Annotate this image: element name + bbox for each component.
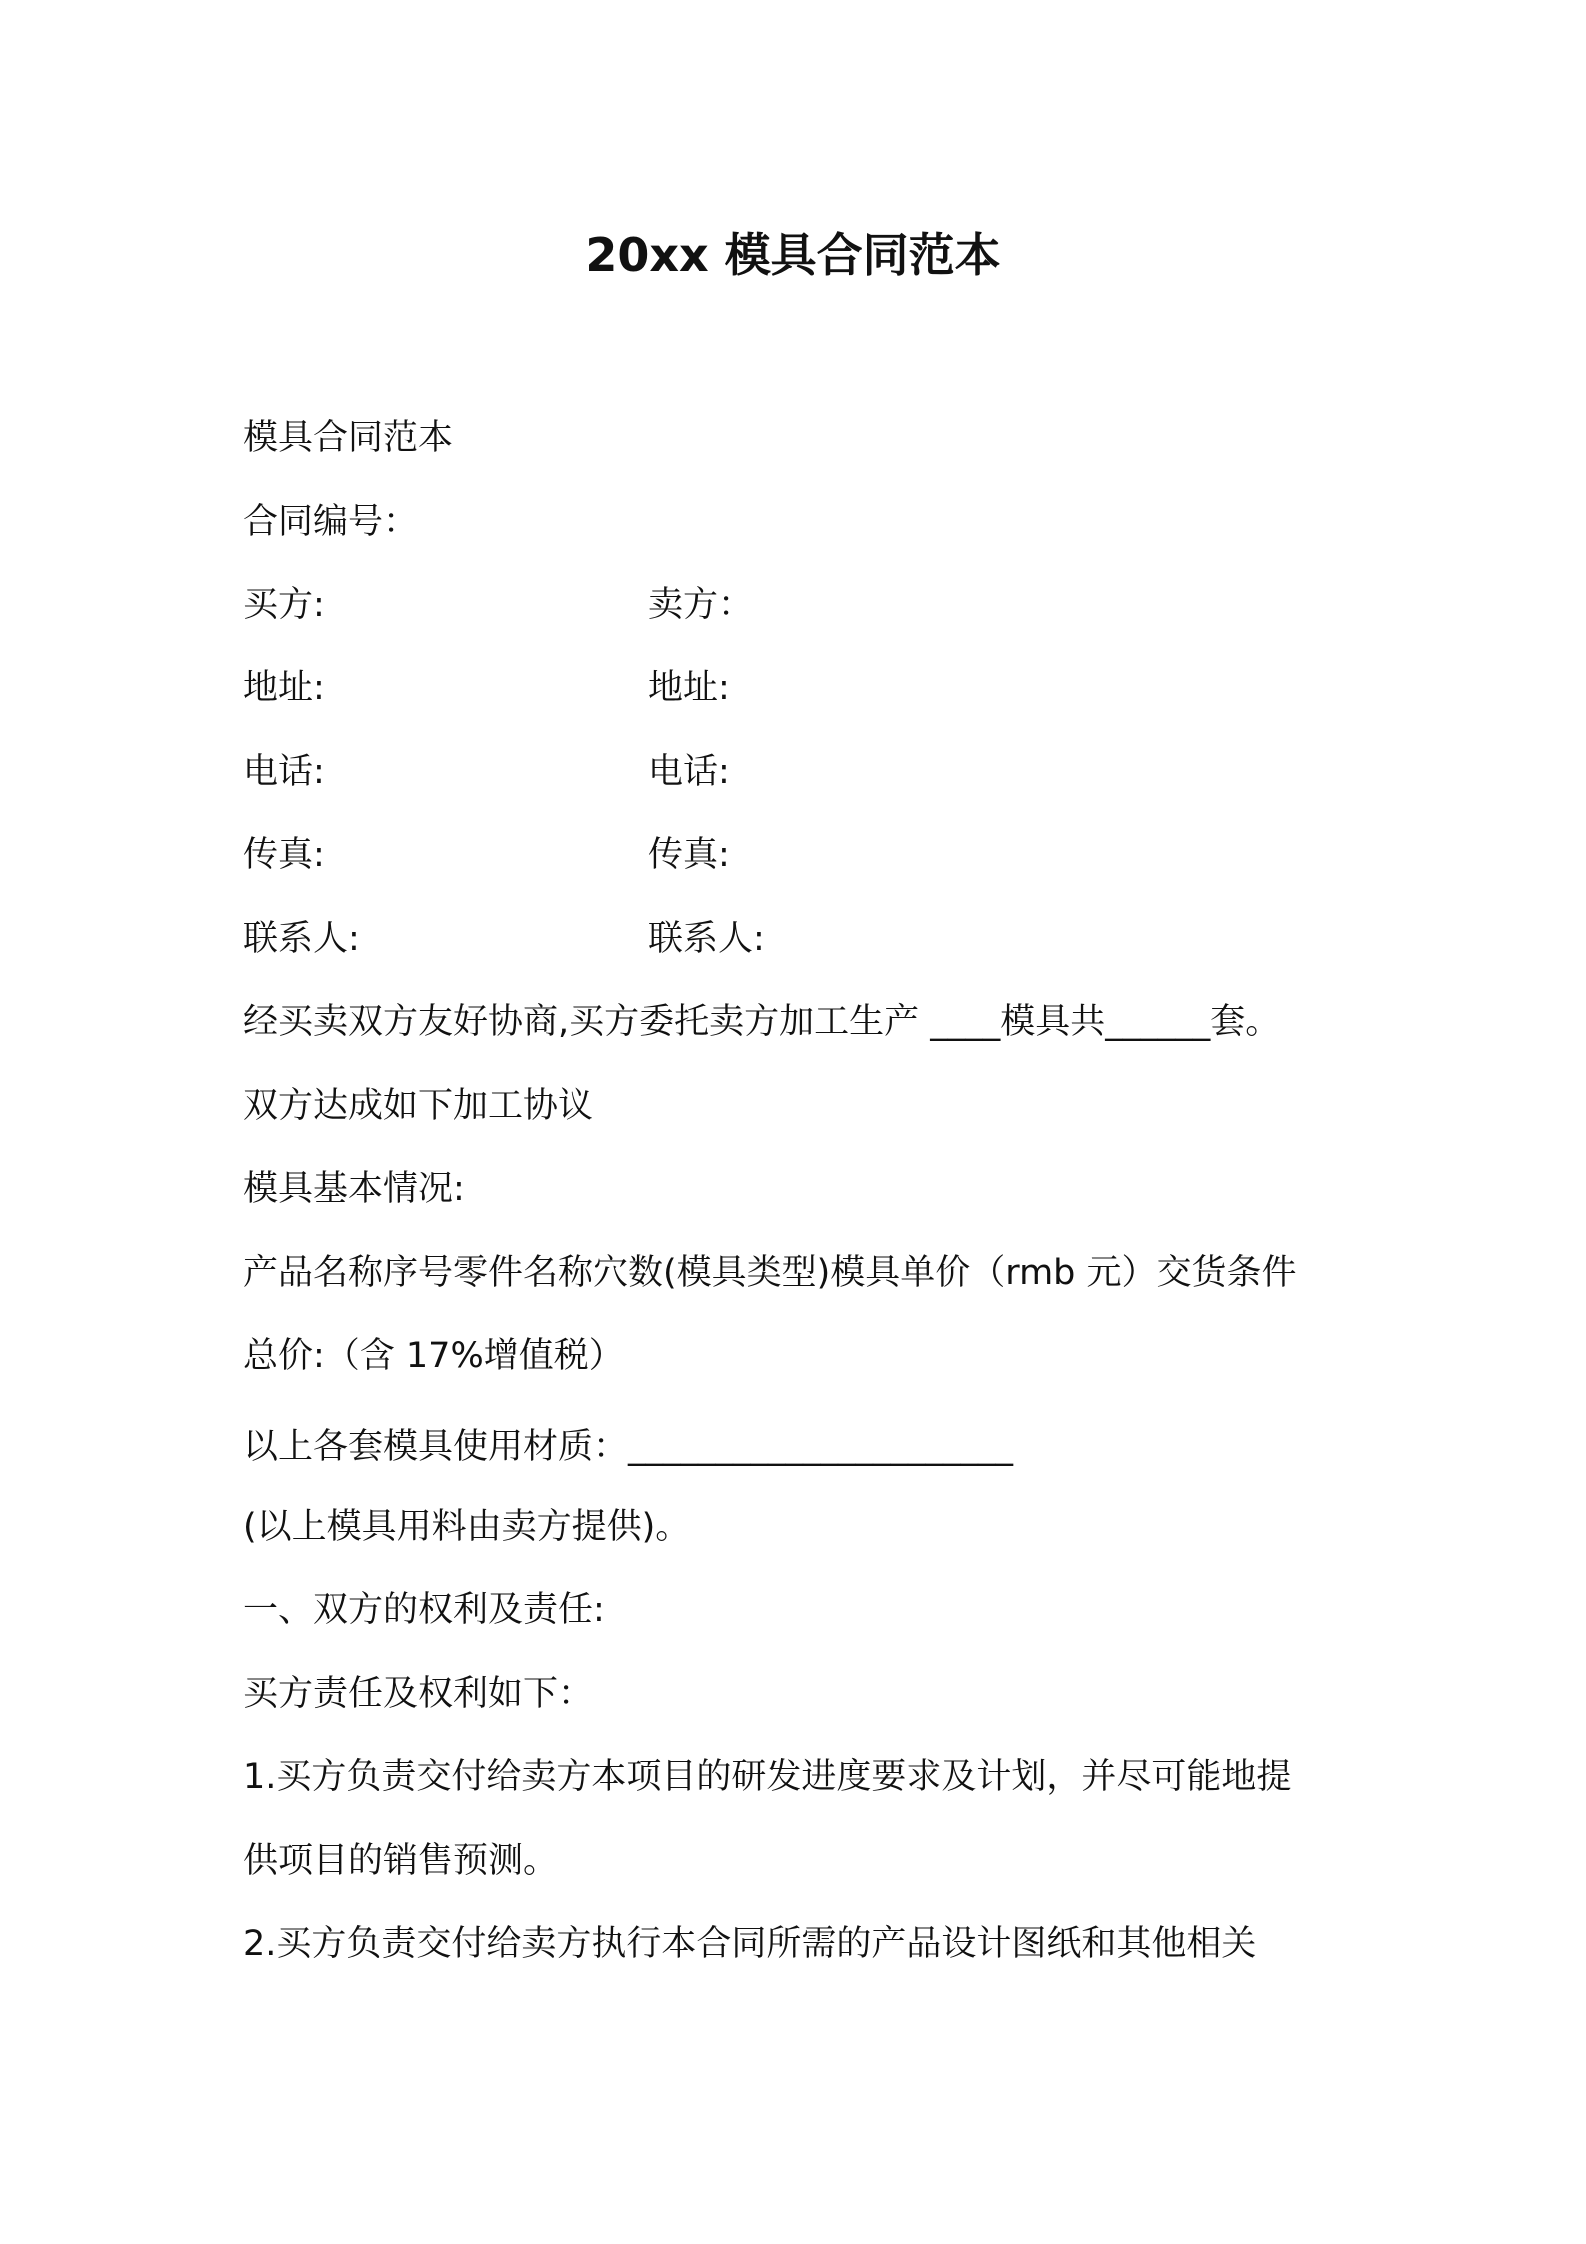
paragraph: 经买卖双方友好协商,买方委托卖方加工生产 ____模具共______套。 [243, 1002, 1281, 1042]
paragraph: (以上模具用料由卖方提供)。 [243, 1507, 691, 1547]
paragraph: 总价:（含 17%增值税） [243, 1336, 624, 1376]
paragraph: 以上各套模具使用材质：______________________ [243, 1427, 1014, 1467]
paragraph: 模具基本情况: [243, 1169, 465, 1209]
party-row-name [243, 580, 754, 630]
paragraph: 2.买方负责交付给卖方执行本合同所需的产品设计图纸和其他相关 [243, 1924, 1257, 1964]
document-title: 20xx 模具合同范本 [585, 228, 1001, 282]
contract-heading: 模具合同范本 [243, 418, 454, 458]
paragraph: 供项目的销售预测。 [243, 1841, 559, 1881]
seller-name-label: 卖方： [648, 585, 754, 625]
paragraph: 产品名称序号零件名称穴数(模具类型)模具单价（rmb 元）交货条件 [243, 1253, 1297, 1293]
contract-number-label: 合同编号： [243, 502, 419, 542]
paragraph: 1.买方负责交付给卖方本项目的研发进度要求及计划，并尽可能地提 [243, 1757, 1292, 1797]
party-row-fax [243, 830, 730, 880]
seller-phone-label: 电话: [648, 752, 730, 792]
seller-fax-label: 传真: [648, 835, 730, 875]
buyer-contact-label: 联系人: [243, 919, 360, 959]
seller-contact-label: 联系人: [648, 919, 765, 959]
paragraph: 买方责任及权利如下： [243, 1674, 594, 1714]
buyer-phone-label: 电话: [243, 752, 325, 792]
party-row-phone [243, 747, 730, 797]
buyer-fax-label: 传真: [243, 835, 325, 875]
buyer-name-label: 买方: [243, 585, 325, 625]
paragraph: 双方达成如下加工协议 [243, 1086, 594, 1126]
party-row-address [243, 663, 730, 713]
seller-address-label: 地址: [648, 668, 730, 708]
party-row-contact [243, 914, 765, 964]
buyer-address-label: 地址: [243, 668, 325, 708]
section-heading: 一、双方的权利及责任: [243, 1590, 605, 1630]
